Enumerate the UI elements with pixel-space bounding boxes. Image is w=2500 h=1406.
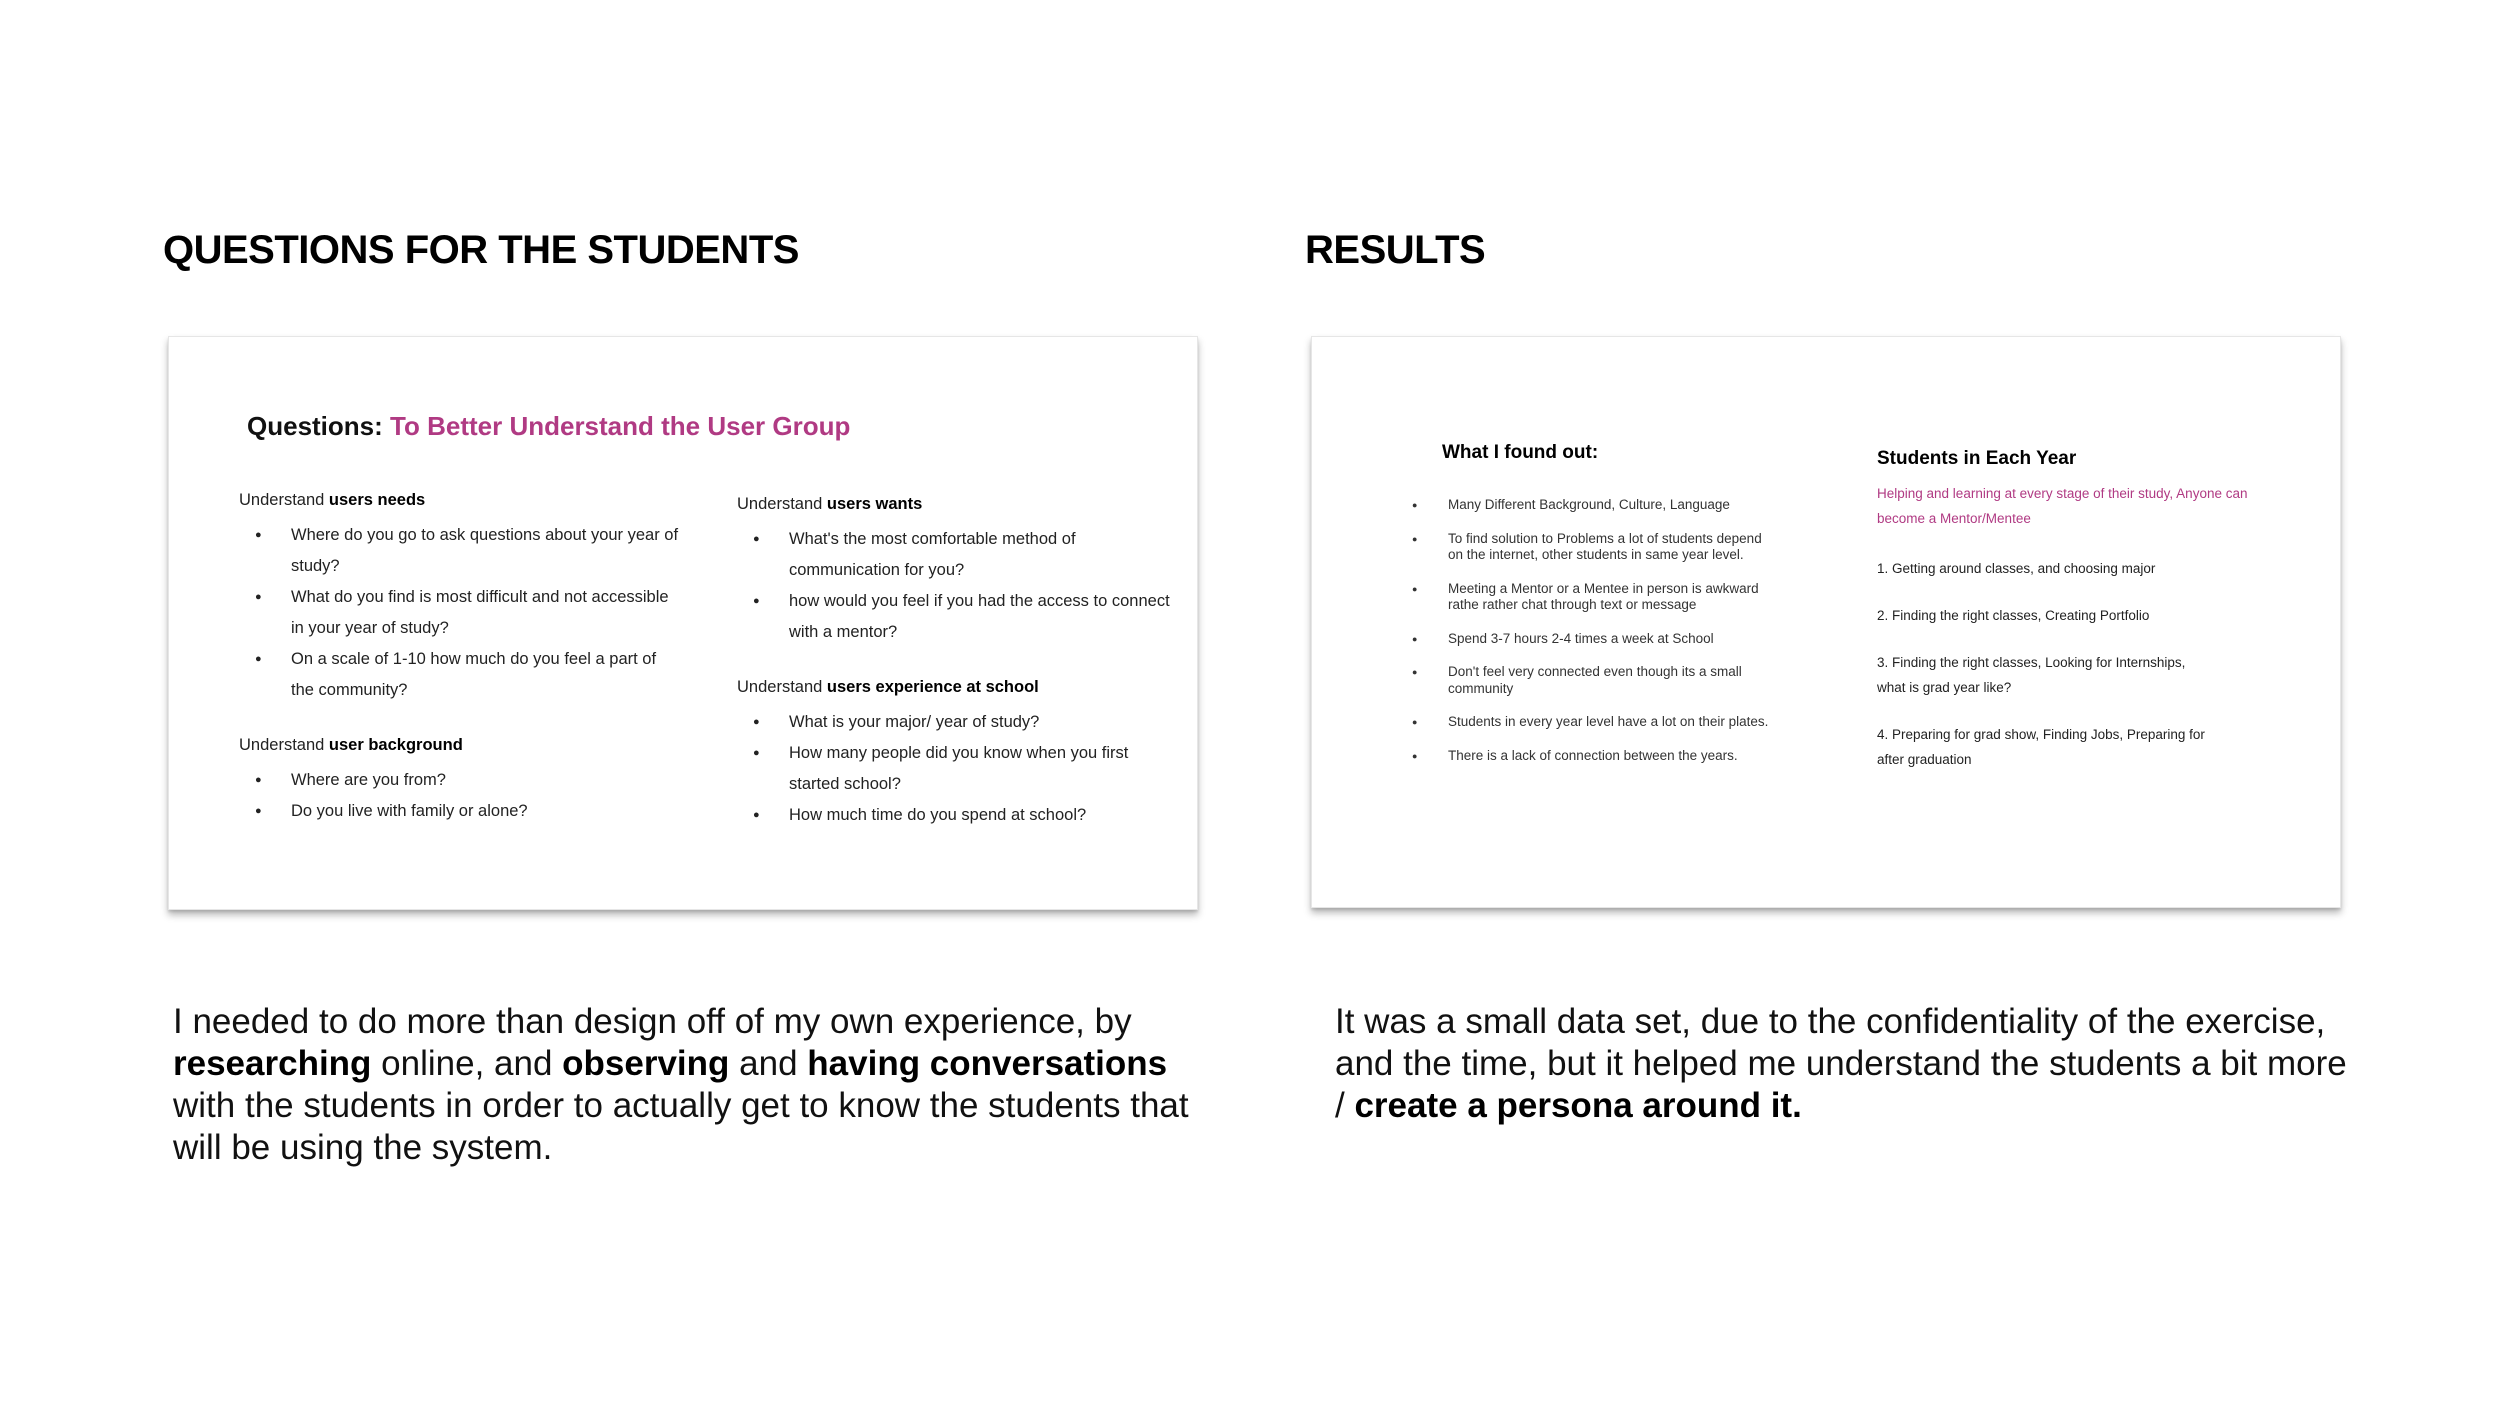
question-list <box>737 707 1177 831</box>
question-group-title <box>239 730 679 761</box>
question-group-background <box>239 730 679 827</box>
question-item: ● Do you live with family or alone? <box>239 796 679 827</box>
year-step: 2. Finding the right classes, Creating Portfolio <box>1877 608 2150 623</box>
finding-item: ● Meeting a Mentor or a Mentee in person is awkward rathe rather chat through text or message <box>1412 581 1772 614</box>
question-item: ● how would you feel if you had the access to connect with a mentor? <box>737 586 1177 648</box>
group-keyword: users wants <box>826 495 923 513</box>
year-steps <box>1877 556 2277 772</box>
students-each-year-title: Students in Each Year <box>1877 448 2077 469</box>
question-item: ● On a scale of 1-10 how much do you feel a part of the community? <box>239 644 679 706</box>
questions-right-column <box>737 489 1177 855</box>
found-out-list <box>1412 497 1772 781</box>
heading-accent: To Better Understand the User Group <box>390 411 851 441</box>
question-group-title <box>737 489 1177 520</box>
finding-item: ● To find solution to Problems a lot of students depend on the internet, other students in same year level. <box>1412 531 1772 564</box>
questions-caption <box>173 1001 1193 1169</box>
question-list <box>737 524 1177 648</box>
question-group-title <box>737 672 1177 703</box>
results-section-title: RESULTS <box>1305 228 1486 272</box>
year-step: 3. Finding the right classes, Looking for Internships, what is grad year like? <box>1877 655 2186 695</box>
caption-text: It was a small data set, due to the confidentiality of the exercise, and the time, but it helped me understand the students a bit more / <box>1335 1002 2347 1125</box>
questions-left-column <box>239 485 679 851</box>
students-each-year-subtitle: Helping and learning at every stage of their study, Anyone can become a Mentor/Mentee <box>1877 486 2248 526</box>
results-caption <box>1335 1001 2355 1127</box>
group-prefix: Understand <box>239 736 325 754</box>
caption-text: I needed to do more than design off of my own experience, by <box>173 1002 1132 1041</box>
finding-item: ● Many Different Background, Culture, Language <box>1412 497 1772 514</box>
group-keyword: users experience at school <box>826 678 1039 696</box>
found-out-title: What I found out: <box>1442 442 1599 463</box>
question-item: ● What's the most comfortable method of communication for you? <box>737 524 1177 586</box>
question-group-title <box>239 485 679 516</box>
question-item: ● Where are you from? <box>239 765 679 796</box>
question-group-experience <box>737 672 1177 831</box>
caption-bold: researching <box>173 1044 372 1083</box>
caption-text: and <box>729 1044 808 1083</box>
question-item: ● What do you find is most difficult and not accessible in your year of study? <box>239 582 679 644</box>
question-group-needs <box>239 485 679 706</box>
group-prefix: Understand <box>737 495 823 513</box>
caption-bold: observing <box>562 1044 730 1083</box>
questions-slide-heading <box>247 411 850 442</box>
caption-bold: having conversations <box>807 1044 1168 1083</box>
caption-bold: create a persona around it. <box>1354 1086 1802 1125</box>
finding-item: ● Spend 3-7 hours 2-4 times a week at School <box>1412 631 1772 648</box>
group-keyword: user background <box>328 736 463 754</box>
year-step: 4. Preparing for grad show, Finding Jobs, Preparing for after graduation <box>1877 727 2205 767</box>
finding-item: ● There is a lack of connection between the years. <box>1412 748 1772 765</box>
question-list <box>239 765 679 827</box>
heading-prefix: Questions: <box>247 411 383 441</box>
finding-item: ● Don't feel very connected even though its a small community <box>1412 664 1772 697</box>
group-prefix: Understand <box>239 491 325 509</box>
caption-text: with the students in order to actually get to know the students that will be using the system. <box>173 1086 1189 1167</box>
caption-text: online, and <box>371 1044 563 1083</box>
group-keyword: users needs <box>328 491 426 509</box>
question-group-wants <box>737 489 1177 648</box>
questions-slide-image <box>168 336 1198 910</box>
results-slide-image <box>1311 336 2341 908</box>
finding-item: ● Students in every year level have a lot on their plates. <box>1412 714 1772 731</box>
question-item: ● What is your major/ year of study? <box>737 707 1177 738</box>
question-item: ● How many people did you know when you first started school? <box>737 738 1177 800</box>
questions-section-title: QUESTIONS FOR THE STUDENTS <box>163 228 799 272</box>
question-list <box>239 520 679 706</box>
group-prefix: Understand <box>737 678 823 696</box>
year-step: 1. Getting around classes, and choosing major <box>1877 561 2156 576</box>
question-item: ● Where do you go to ask questions about your year of study? <box>239 520 679 582</box>
question-item: ● How much time do you spend at school? <box>737 800 1177 831</box>
